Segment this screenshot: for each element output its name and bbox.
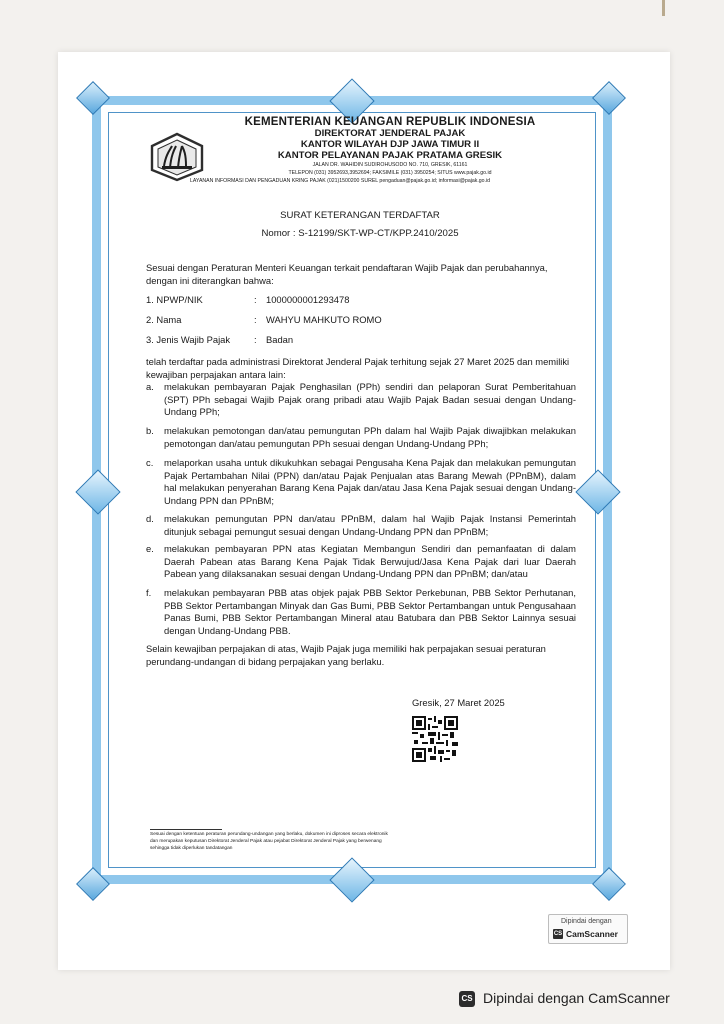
- document-number: Nomor : S-12199/SKT-WP-CT/KPP.2410/2025: [261, 228, 459, 239]
- camscanner-stamp-line1: Dipindai dengan: [561, 918, 612, 925]
- registered-paragraph: telah terdaftar pada administrasi Direktorat Jenderal Pajak terhitung sejak 27 Maret 2025 dan memiliki kewajiban perpajakan antara lain:: [146, 356, 570, 380]
- obligation-c-marker: c.: [146, 457, 154, 468]
- field-name-value: WAHYU MAHKUTO ROMO: [266, 314, 382, 325]
- obligation-c-text: melaporkan usaha untuk dikukuhkan sebagai Pengusaha Kena Pajak dan melakukan pemungutan Pajak Pertambahan Nilai (PPN) dan/atau Pajak Penjualan atas Barang Mewah (PPnBM), dalam hal melakukan penyerahan Barang Kena Pajak dan/atau Jasa Kena Pajak sesuai dengan Undang-Undang PPN dan PPnBM;: [164, 457, 576, 506]
- letterhead-address: JALAN DR. WAHIDIN SUDIROHUSODO NO. 710, GRESIK, 61161: [312, 162, 468, 168]
- obligation-b-text: melakukan pemotongan dan/atau pemungutan PPh dalam hal Wajib Pajak diwajibkan melakukan pemotongan dan/atau pemungutan PPh sesuai dengan Undang-Undang PPh;: [164, 425, 576, 449]
- obligation-a-text: melakukan pembayaran Pajak Penghasilan (PPh) sendiri dan pelaporan Surat Pemberitahuan (SPT) PPh sebagai Wajib Pajak orang pribadi atau Wajib Pajak Badan sesuai dengan Undang-Undang PPh;: [164, 381, 576, 417]
- field-npwp-label: 1. NPWP/NIK: [146, 294, 203, 305]
- field-type-label: 3. Jenis Wajib Pajak: [146, 334, 231, 345]
- document-title-block: [140, 210, 580, 239]
- obligation-a-marker: a.: [146, 381, 154, 392]
- obligation-d-marker: d.: [146, 513, 154, 524]
- camscanner-bottom-bar: [0, 978, 724, 1024]
- camscanner-stamp: [548, 914, 628, 944]
- letterhead-ministry: KEMENTERIAN KEUANGAN REPUBLIK INDONESIA: [244, 116, 536, 128]
- camscanner-icon: CS: [459, 991, 475, 1007]
- obligation-f-marker: f.: [146, 587, 152, 598]
- field-npwp-value: 1000000001293478: [266, 294, 350, 305]
- place-date: Gresik, 27 Maret 2025: [412, 697, 505, 708]
- field-name-label: 2. Nama: [146, 314, 182, 325]
- camscanner-stamp-line2: CamScanner: [566, 929, 618, 939]
- field-type-value: Badan: [266, 334, 294, 345]
- page-edge-mark: [662, 0, 665, 16]
- footnote: Sesuai dengan ketentuan peraturan perundang-undangan yang berlaku, dokumen ini diproses secara elektronik dan merupakan keputusan Direktorat Jenderal Pajak atau pejabat Direktorat Jenderal Pajak yang berwenang sehingga tidak diperlukan tandatangan: [150, 832, 388, 851]
- letterhead-tax-office: KANTOR PELAYANAN PAJAK PRATAMA GRESIK: [277, 150, 503, 161]
- letterhead-directorate: DIREKTORAT JENDERAL PAJAK: [314, 128, 466, 139]
- letterhead: [189, 116, 580, 185]
- document-title: SURAT KETERANGAN TERDAFTAR: [280, 210, 440, 221]
- camscanner-bottom-text: Dipindai dengan CamScanner: [483, 990, 670, 1006]
- letterhead-phone: TELEPON (031) 3952693,3952694; FAKSIMILE (031) 3950254; SITUS www.pajak.go.id: [288, 170, 492, 176]
- obligation-d-text: melakukan pemungutan PPN dan/atau PPnBM, dalam hal Wajib Pajak Instansi Pemerintah ditunjuk sebagai pemungut sesuai dengan Undang-Undang PPN dan PPnBM;: [164, 513, 576, 537]
- field-npwp-sep: :: [254, 294, 257, 305]
- letterhead-regional-office: KANTOR WILAYAH DJP JAWA TIMUR II: [300, 139, 480, 150]
- intro-paragraph: Sesuai dengan Peraturan Menteri Keuangan terkait pendaftaran Wajib Pajak dan perubahannya, dengan ini diterangkan bahwa:: [146, 262, 548, 286]
- obligation-b-marker: b.: [146, 425, 154, 436]
- obligation-e-marker: e.: [146, 543, 154, 554]
- qr-code-icon: [412, 716, 458, 762]
- obligation-e-text: melakukan pembayaran PPN atas Kegiatan Membangun Sendiri dan pemanfaatan di dalam Daerah Pabean atas Barang Kena Pajak Tidak Berwujud/Jasa Kena Pajak dari luar Daerah Pabean yang dilaksanakan sesuai dengan Undang-Undang PPN dan PPnBM; dan/atau: [164, 543, 576, 579]
- field-name-sep: :: [254, 314, 257, 325]
- closing-paragraph: Selain kewajiban perpajakan di atas, Wajib Pajak juga memiliki hak perpajakan sesuai peraturan perundang-undangan di bidang perpajakan yang berlaku.: [146, 643, 546, 667]
- camscanner-stamp-icon: CS: [553, 931, 563, 937]
- field-type-sep: :: [254, 334, 257, 345]
- footnote-divider: [150, 829, 222, 830]
- obligation-f-text: melakukan pembayaran PBB atas objek pajak PBB Sektor Perkebunan, PBB Sektor Perhutanan, PBB Sektor Pertambangan Minyak dan Gas Bumi, PBB Sektor Pertambangan untuk Pengusahaan Panas Bumi, PBB Sektor Pertambangan Mineral atau Batubara dan PBB Sektor Lainnya sesuai dengan Undang-Undang PBB.: [164, 587, 576, 636]
- ministry-logo-icon: [148, 132, 206, 182]
- letterhead-service: LAYANAN INFORMASI DAN PENGADUAN KRING PAJAK (021)1500200 SUREL pengaduan@pajak.go.id; informasi@pajak.go.id: [189, 178, 491, 184]
